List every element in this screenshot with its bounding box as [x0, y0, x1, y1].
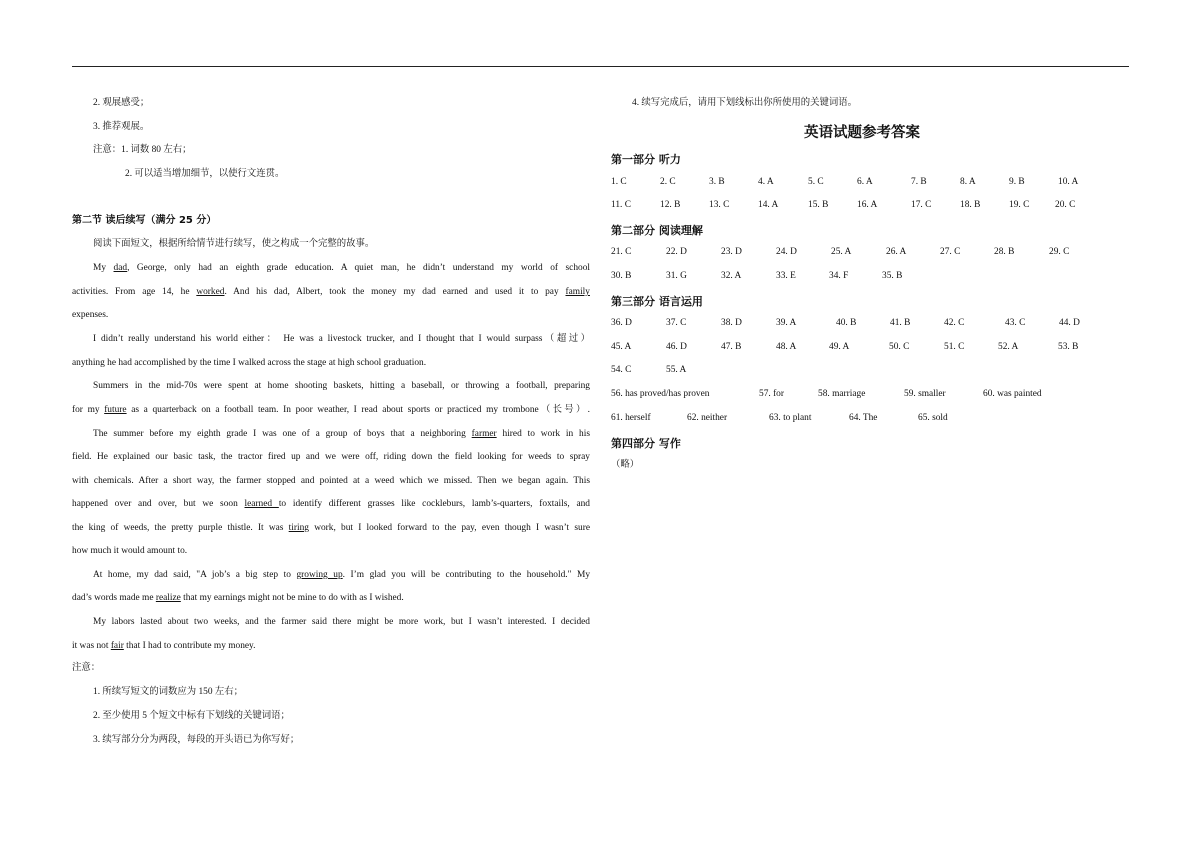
answer-cell: 61. herself [611, 413, 651, 423]
section-title: 第二节 读后续写（满分 25 分） [72, 215, 217, 226]
note-line-1: 注意：1. 词数 80 左右； [93, 145, 192, 155]
answer-cell: 60. was painted [983, 389, 1042, 399]
answer-cell: 36. D [611, 318, 632, 328]
answer-cell: 16. A [857, 200, 878, 210]
answer-cell: 51. C [944, 342, 965, 352]
notes-item-2: 2. 至少使用 5 个短文中标有下划线的关键词语； [93, 711, 290, 721]
answer-cell: 22. D [666, 247, 687, 257]
answer-cell: 41. B [890, 318, 911, 328]
note-4: 4. 续写完成后，请用下划线标出你所使用的关键词语。 [632, 98, 858, 108]
item-2: 2. 观展感受； [93, 98, 150, 108]
para-4-line-5: the king of weeds, the pretty purple thistle. It was tiring work, but I looked forward to the pay, even though I wasn’t sure [72, 523, 590, 533]
answer-cell: 47. B [721, 342, 742, 352]
answer-cell: 64. The [849, 413, 878, 423]
answer-cell: 35. B [882, 271, 903, 281]
header-rule [72, 66, 1129, 67]
para-2-line-1: I didn’t really understand his world either： He was a livestock trucker, and I thought that I would surpass（超过） [93, 334, 590, 344]
answer-cell: 10. A [1058, 177, 1079, 187]
answer-cell: 57. for [759, 389, 784, 399]
answer-cell: 52. A [998, 342, 1019, 352]
answer-cell: 48. A [776, 342, 797, 352]
answer-cell: 53. B [1058, 342, 1079, 352]
answer-cell: 25. A [831, 247, 852, 257]
para-5-line-1: At home, my dad said, "A job’s a big step to growing up. I’m glad you will be contributing to the household." My [93, 570, 591, 580]
part-2-heading: 第二部分 阅读理解 [611, 224, 703, 237]
answer-cell: 62. neither [687, 413, 728, 423]
answer-cell: 12. B [660, 200, 681, 210]
answer-cell: 58. marriage [818, 389, 866, 399]
answer-cell: 33. E [776, 271, 796, 281]
answer-cell: 54. C [611, 365, 632, 375]
para-4-line-6: how much it would amount to. [72, 546, 188, 556]
answer-cell: 65. sold [918, 413, 948, 423]
para-4-line-4: happened over and over, but we soon learned to identify different grasses like cockleburs, lamb’s-quarters, foxtails, and [72, 499, 590, 509]
part-1-heading: 第一部分 听力 [611, 153, 681, 166]
answer-cell: 5. C [808, 177, 824, 187]
answer-cell: 15. B [808, 200, 829, 210]
answer-cell: 19. C [1009, 200, 1030, 210]
answer-cell: 9. B [1009, 177, 1025, 187]
answer-cell: 30. B [611, 271, 632, 281]
answer-cell: 43. C [1005, 318, 1026, 328]
answer-cell: 2. C [660, 177, 676, 187]
answer-cell: 14. A [758, 200, 779, 210]
answer-cell: 50. C [889, 342, 910, 352]
note-line-2: 2. 可以适当增加细节，以使行文连贯。 [125, 169, 285, 179]
notes-item-3: 3. 续写部分分为两段，每段的开头语已为你写好； [93, 735, 300, 745]
para-4-line-1: The summer before my eighth grade I was one of a group of boys that a neighboring farmer hired to work in his [93, 429, 591, 439]
answer-cell: 20. C [1055, 200, 1076, 210]
answer-cell: 4. A [758, 177, 774, 187]
answer-cell: 23. D [721, 247, 742, 257]
para-1-line-1: My dad, George, only had an eighth grade education. A quiet man, he didn’t understand my world of school [93, 263, 590, 273]
answer-cell: 11. C [611, 200, 631, 210]
para-3-line-2: for my future as a quarterback on a football team. In poor weather, I read about sports or practiced my trombone（长号）. [72, 405, 590, 415]
answer-cell: 34. F [829, 271, 849, 281]
para-5-line-2: dad’s words made me realize that my earnings might not be mine to do with as I wished. [72, 593, 404, 603]
answer-cell: 18. B [960, 200, 981, 210]
answer-cell: 13. C [709, 200, 730, 210]
para-4-line-2: field. He explained our basic task, the tractor fired up and we were off, riding down the field looking for weeds to spray [72, 452, 590, 462]
answer-cell: 63. to plant [769, 413, 812, 423]
para-2-line-2: anything he had accomplished by the time I walked across the stage at high school graduation. [72, 358, 427, 368]
item-3: 3. 推荐观展。 [93, 122, 150, 132]
answer-cell: 59. smaller [904, 389, 946, 399]
answer-cell: 29. C [1049, 247, 1070, 257]
answer-title: 英语试题参考答案 [804, 125, 920, 141]
answer-cell: 31. G [666, 271, 687, 281]
answer-cell: 37. C [666, 318, 687, 328]
answer-cell: 32. A [721, 271, 742, 281]
answer-cell: 1. C [611, 177, 627, 187]
answer-cell: 40. B [836, 318, 857, 328]
answer-cell: 39. A [776, 318, 797, 328]
answer-cell: 17. C [911, 200, 932, 210]
notes-item-1: 1. 所续写短文的词数应为 150 左右； [93, 687, 244, 697]
para-4-line-3: with chemicals. After a short way, the farmer stopped and pointed at a weed which we missed. Then we began again. This [72, 476, 590, 486]
part-4-heading: 第四部分 写作 [611, 437, 681, 450]
intro: 阅读下面短文，根据所给情节进行续写，使之构成一个完整的故事。 [93, 239, 375, 249]
para-1-line-2: activities. From age 14, he worked. And his dad, Albert, took the money my dad earned and used it to pay family [72, 287, 590, 297]
answer-cell: 21. C [611, 247, 632, 257]
para-1-line-3: expenses. [72, 310, 109, 320]
answer-cell: 44. D [1059, 318, 1080, 328]
answer-cell: 42. C [944, 318, 965, 328]
answer-cell: 45. A [611, 342, 632, 352]
answer-cell: 24. D [776, 247, 797, 257]
part-3-heading: 第三部分 语言运用 [611, 295, 703, 308]
para-6-line-1: My labors lasted about two weeks, and the farmer said there might be more work, but I wasn’t interested. I decided [93, 617, 590, 627]
answer-cell: 46. D [666, 342, 687, 352]
answer-cell: 38. D [721, 318, 742, 328]
answer-cell: 55. A [666, 365, 687, 375]
answer-cell: 26. A [886, 247, 907, 257]
notes-label: 注意： [72, 663, 101, 673]
answer-cell: 7. B [911, 177, 927, 187]
answer-cell: 6. A [857, 177, 873, 187]
part-4-text: （略） [611, 460, 640, 470]
answer-cell: 27. C [940, 247, 961, 257]
answer-cell: 49. A [829, 342, 850, 352]
para-3-line-1: Summers in the mid-70s were spent at home shooting baskets, hitting a baseball, or throwing a football, preparing [93, 381, 590, 391]
answer-cell: 3. B [709, 177, 725, 187]
answer-cell: 56. has proved/has proven [611, 389, 710, 399]
answer-cell: 28. B [994, 247, 1015, 257]
answer-cell: 8. A [960, 177, 976, 187]
para-6-line-2: it was not fair that I had to contribute my money. [72, 641, 256, 651]
